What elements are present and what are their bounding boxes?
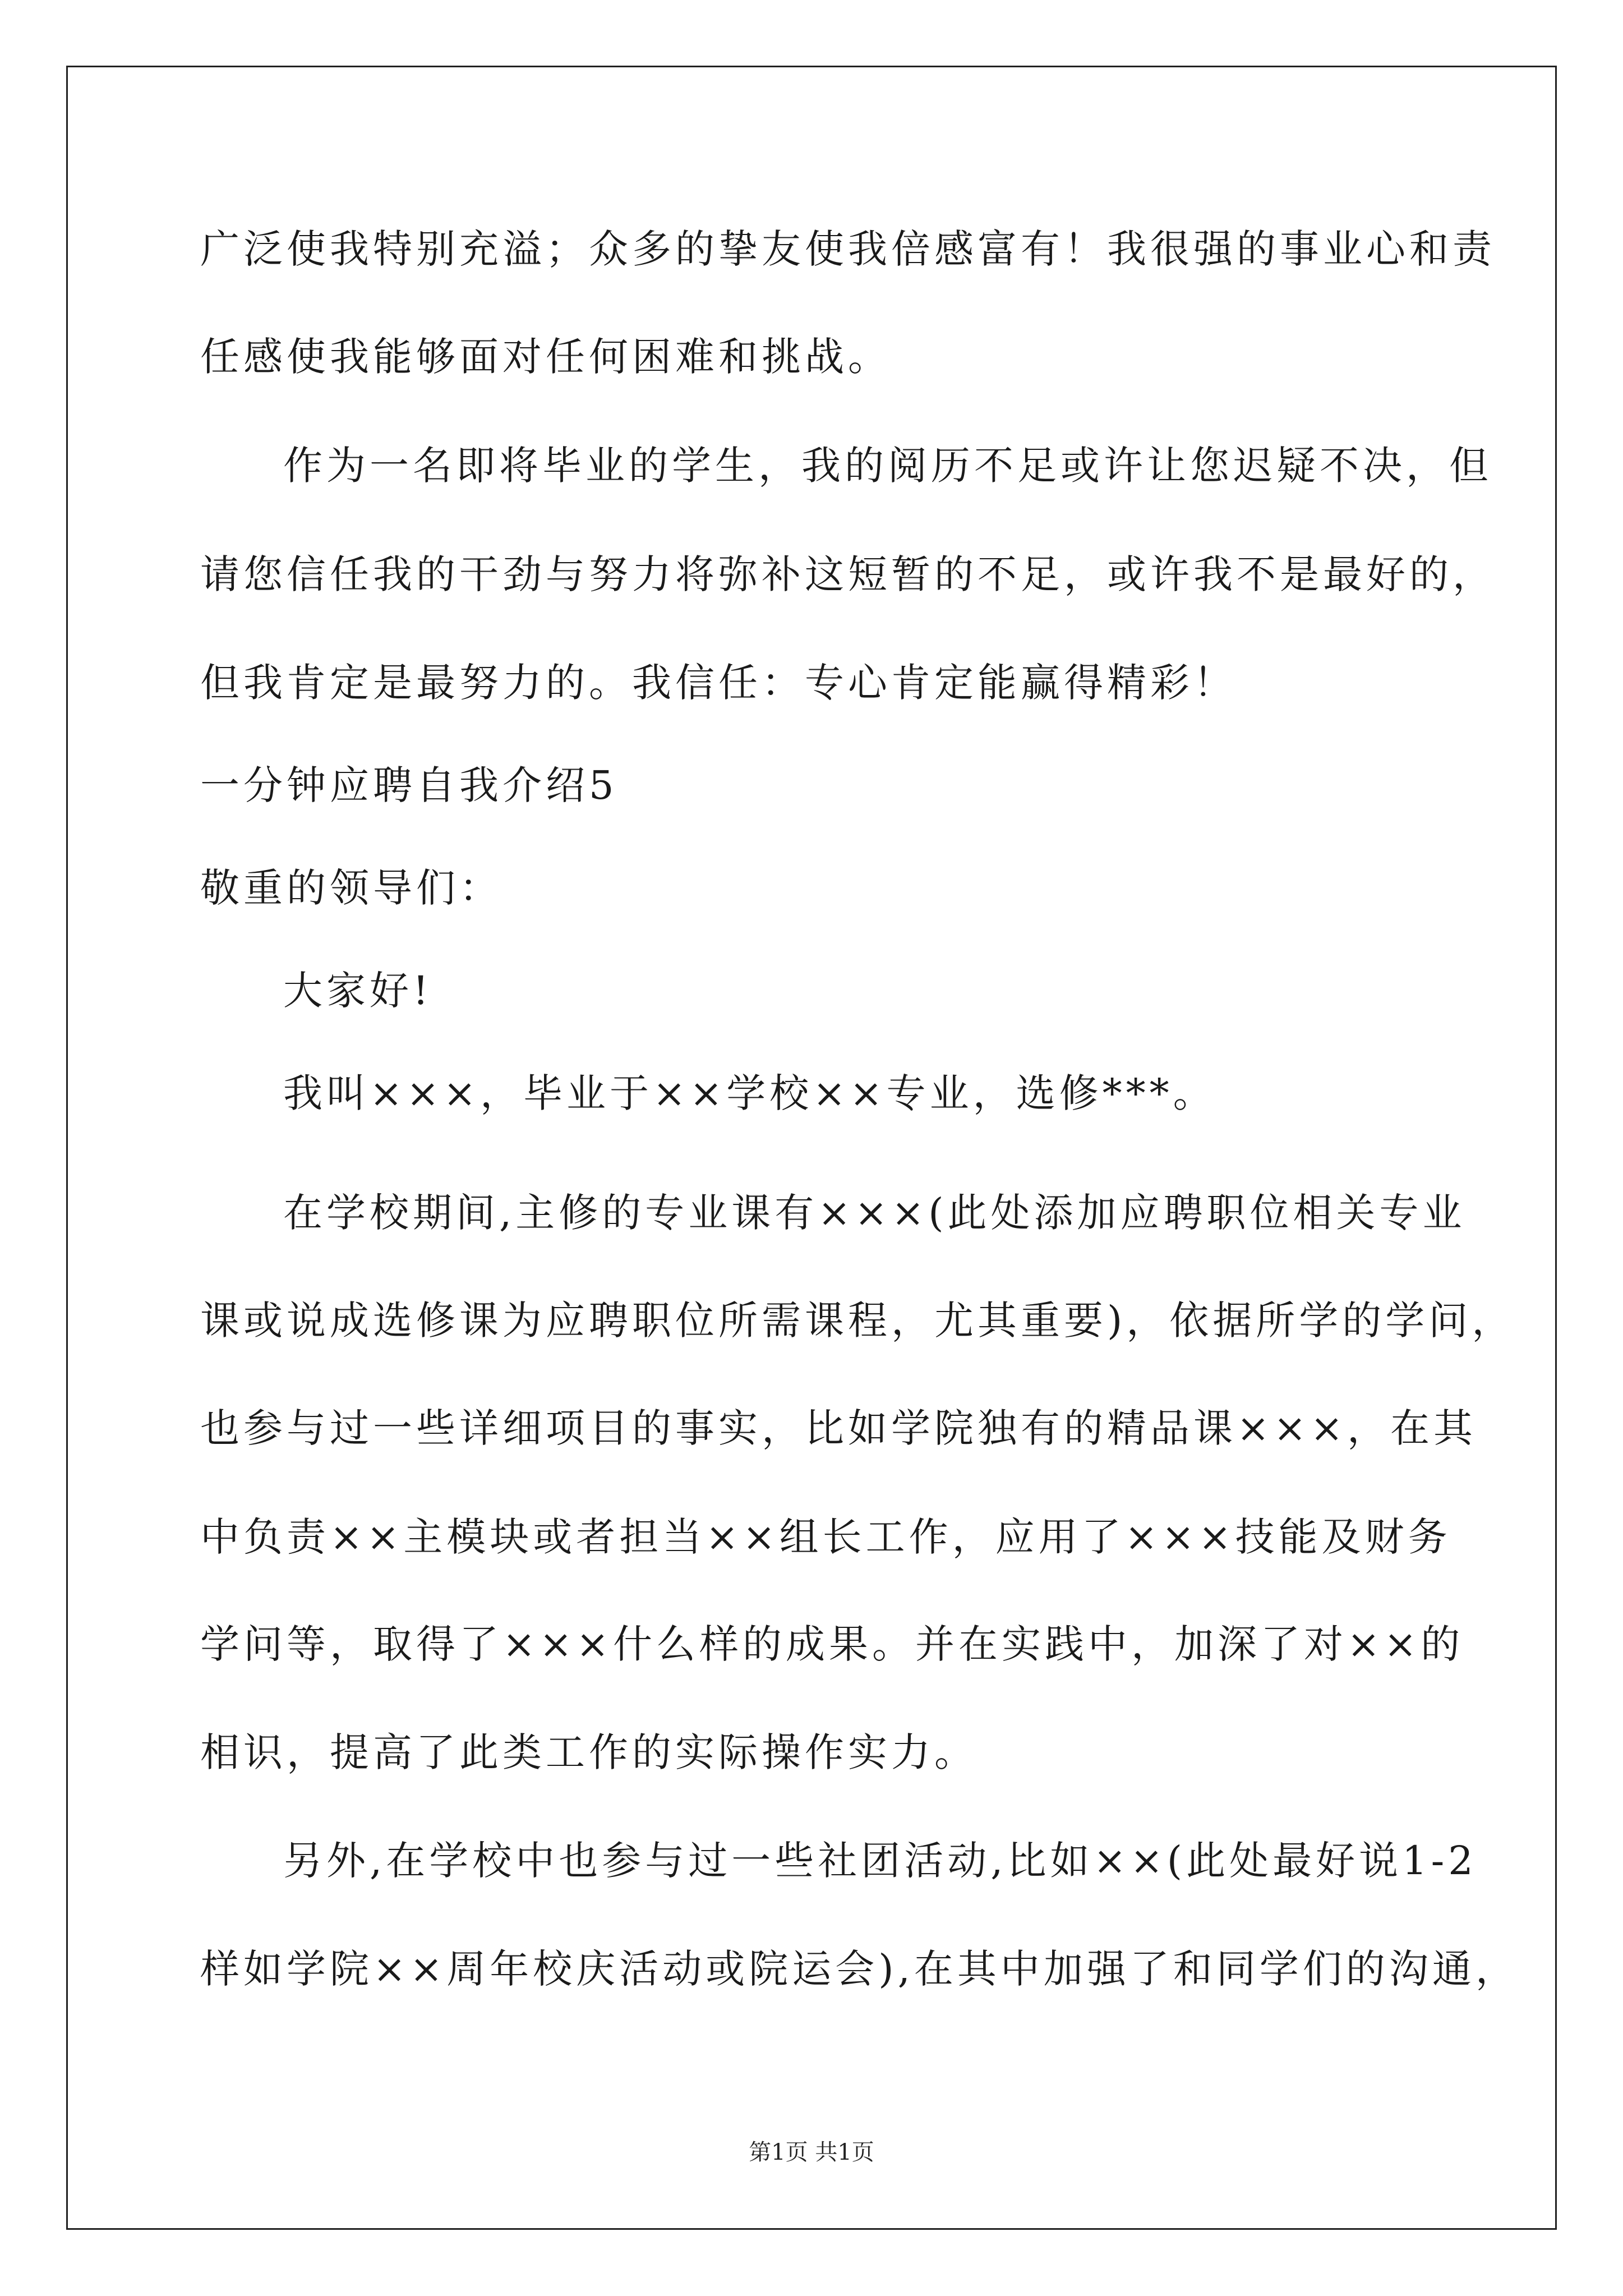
- page-border: [66, 66, 1557, 2230]
- page-footer: 第1页 共1页: [749, 2139, 874, 2165]
- paragraph-line: 在学校期间,主修的专业课有×××(此处添加应聘职位相关专业: [283, 1190, 1466, 1236]
- paragraph-line: 也参与过一些详细项目的事实，比如学院独有的精品课×××，在其: [200, 1405, 1477, 1451]
- paragraph-line: 课或说成选修课为应聘职位所需课程，尤其重要)，依据所学的学问，: [200, 1297, 1515, 1343]
- paragraph-line: 样如学院××周年校庆活动或院运会),在其中加强了和同学们的沟通，: [200, 1946, 1519, 1992]
- paragraph-line: 任感使我能够面对任何困难和挑战。: [200, 334, 891, 380]
- greeting: 大家好!: [283, 968, 433, 1014]
- paragraph-line: 我叫×××，毕业于××学校××专业，选修***。: [283, 1070, 1216, 1116]
- section-heading: 一分钟应聘自我介绍5: [200, 762, 618, 808]
- paragraph-line: 学问等，取得了×××什么样的成果。并在实践中，加深了对××的: [200, 1621, 1464, 1667]
- paragraph-line: 请您信任我的干劲与努力将弥补这短暂的不足，或许我不是最好的，: [200, 551, 1496, 597]
- paragraph-line: 广泛使我特别充溢；众多的挚友使我倍感富有！我很强的事业心和责: [200, 226, 1496, 272]
- paragraph-line: 中负责××主模块或者担当××组长工作，应用了×××技能及财务: [200, 1514, 1451, 1560]
- paragraph-line: 但我肯定是最努力的。我信任：专心肯定能赢得精彩！: [200, 660, 1237, 706]
- paragraph-line: 作为一名即将毕业的学生，我的阅历不足或许让您迟疑不决，但: [283, 443, 1492, 489]
- paragraph-line: 相识，提高了此类工作的实际操作实力。: [200, 1729, 978, 1775]
- salutation: 敬重的领导们：: [200, 865, 502, 911]
- paragraph-line: 另外,在学校中也参与过一些社团活动,比如××(此处最好说1-2: [283, 1838, 1477, 1884]
